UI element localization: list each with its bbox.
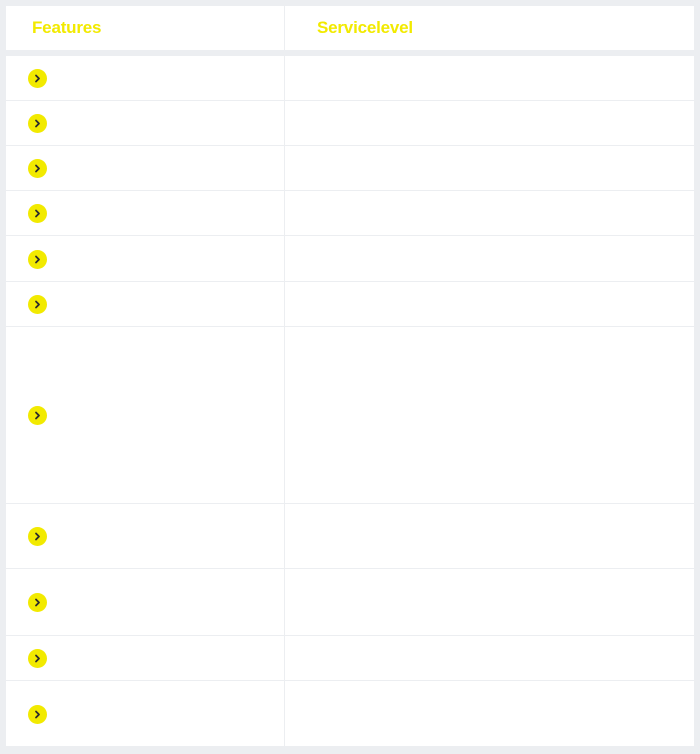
table-row (6, 191, 694, 236)
chevron-right-icon[interactable] (28, 593, 47, 612)
table-row (6, 681, 694, 746)
feature-cell (6, 146, 285, 190)
table-body (6, 56, 694, 746)
servicelevel-cell (285, 282, 694, 326)
features-column-header: Features (6, 6, 285, 50)
feature-cell (6, 101, 285, 145)
chevron-right-icon[interactable] (28, 204, 47, 223)
servicelevel-cell (285, 101, 694, 145)
table-row (6, 236, 694, 282)
servicelevel-cell (285, 191, 694, 235)
table-header (6, 6, 694, 50)
chevron-right-icon[interactable] (28, 295, 47, 314)
servicelevel-cell (285, 56, 694, 100)
table-row (6, 636, 694, 681)
chevron-right-icon[interactable] (28, 705, 47, 724)
servicelevel-cell (285, 569, 694, 635)
table-row (6, 327, 694, 504)
table-row (6, 504, 694, 569)
chevron-right-icon[interactable] (28, 114, 47, 133)
feature-cell (6, 504, 285, 568)
feature-cell (6, 191, 285, 235)
feature-cell (6, 327, 285, 503)
feature-cell (6, 569, 285, 635)
servicelevel-cell (285, 504, 694, 568)
table-row (6, 569, 694, 636)
chevron-right-icon[interactable] (28, 159, 47, 178)
feature-cell (6, 636, 285, 680)
servicelevel-cell (285, 236, 694, 281)
feature-cell (6, 236, 285, 281)
table-row (6, 282, 694, 327)
servicelevel-cell (285, 327, 694, 503)
servicelevel-cell (285, 636, 694, 680)
table-row (6, 56, 694, 101)
servicelevel-column-header: Servicelevel (317, 18, 413, 37)
feature-cell (6, 681, 285, 746)
feature-cell (6, 56, 285, 100)
chevron-right-icon[interactable] (28, 69, 47, 88)
servicelevel-cell (285, 146, 694, 190)
chevron-right-icon[interactable] (28, 649, 47, 668)
table-row (6, 101, 694, 146)
table-row (6, 146, 694, 191)
chevron-right-icon[interactable] (28, 406, 47, 425)
chevron-right-icon[interactable] (28, 527, 47, 546)
servicelevel-cell (285, 681, 694, 746)
chevron-right-icon[interactable] (28, 250, 47, 269)
feature-cell (6, 282, 285, 326)
